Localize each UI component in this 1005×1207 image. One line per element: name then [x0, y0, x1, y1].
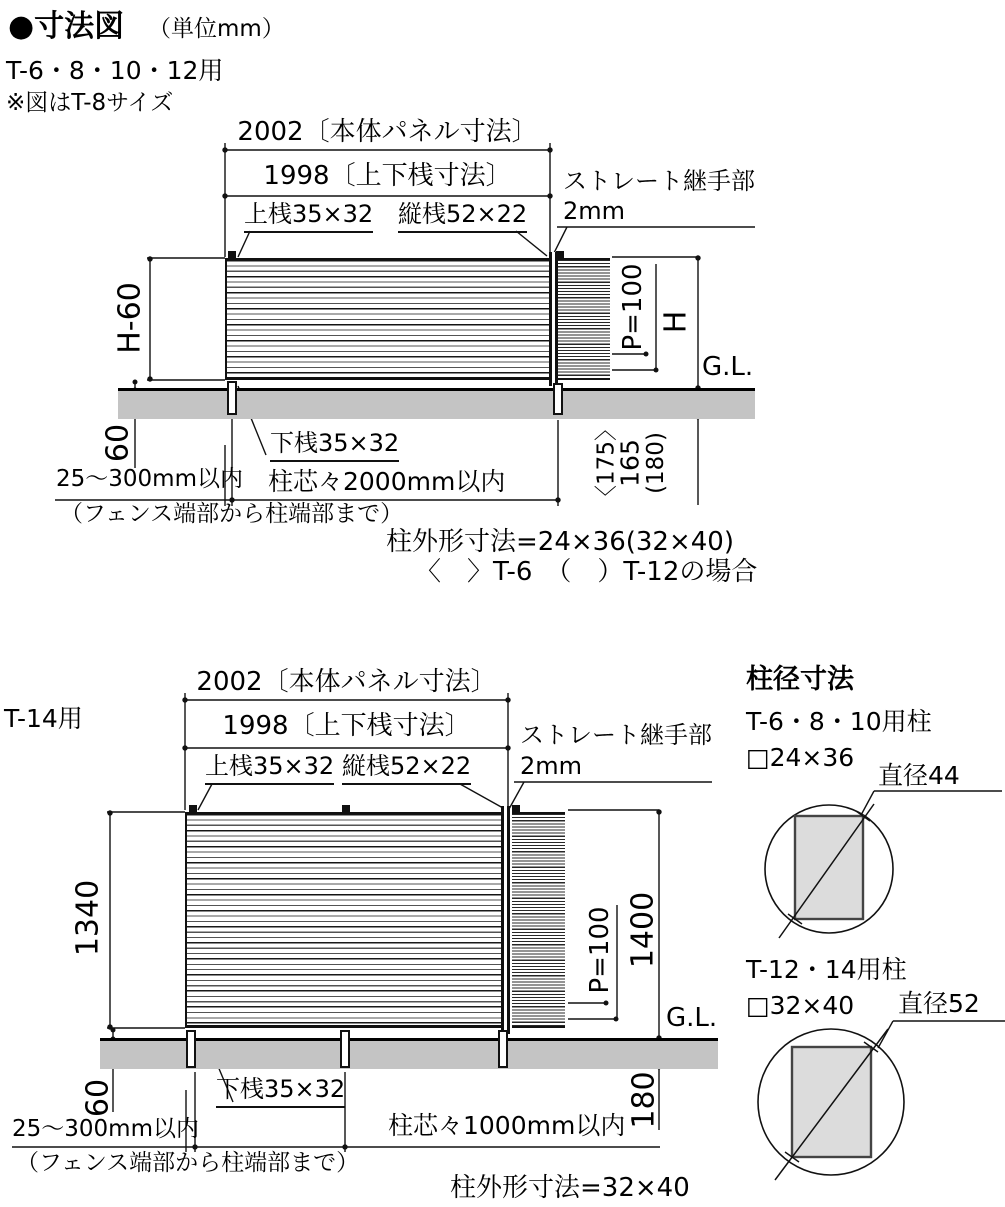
d1-embed-dim: 165	[615, 439, 645, 487]
d1-edge-note: （フェンス端部から柱端部まで）	[60, 501, 404, 527]
d2-post-size-note: 柱外形寸法=32×40	[450, 1173, 690, 1203]
fence-panel-2	[185, 812, 505, 1028]
d1-embed-t12-dim: (180)	[643, 432, 669, 494]
post-cap-2c	[512, 805, 520, 812]
d2-bottom-rail-label: 下桟35×32	[216, 1076, 345, 1108]
d1-panel-height-dim: H-60	[112, 282, 148, 354]
post-1a	[227, 381, 237, 415]
d2-post-pitch-dim: 柱芯々1000mm以内	[388, 1111, 626, 1140]
d2-pitch-dim: P=100	[585, 906, 615, 994]
d1-top-rail-label: 上桟35×32	[244, 201, 373, 233]
d2-embed-dim: 180	[626, 1071, 662, 1129]
post2-diameter: 直径52	[898, 989, 980, 1018]
d1-pitch-dim: P=100	[618, 263, 648, 351]
d2-top-rail-label: 上桟35×32	[205, 753, 334, 785]
d1-post-height-dim: H	[658, 310, 694, 334]
d1-post-size-case-note: 〈 〉T-6 （ ）T-12の場合	[415, 557, 758, 587]
post1-diameter: 直径44	[878, 761, 960, 790]
joint-bar-2	[501, 806, 510, 1034]
d1-vertical-rail-label: 縦桟52×22	[398, 201, 527, 233]
d1-bottom-gap-dim: 60	[100, 423, 136, 463]
d2-rail-width-dim: 1998〔上下桟寸法〕	[222, 711, 471, 741]
ground-band-1	[118, 388, 755, 419]
d2-panel-width-dim: 2002〔本体パネル寸法〕	[196, 667, 497, 697]
d1-post-pitch-dim: 柱芯々2000mm以内	[268, 467, 506, 496]
d1-joint-size: 2mm	[563, 197, 626, 225]
d2-edge-note: （フェンス端部から柱端部まで）	[16, 1150, 360, 1176]
d2-edge-dim: 25〜300mm以内	[12, 1116, 199, 1142]
d1-bottom-rail-label: 下桟35×32	[270, 430, 399, 462]
d2-joint-size: 2mm	[520, 752, 583, 780]
post-cap-2a	[189, 805, 197, 812]
post-cap-1a	[228, 251, 236, 258]
d2-ground-line-label: G.L.	[666, 1003, 718, 1033]
post2-size: □32×40	[746, 991, 855, 1020]
post-cap-2b	[342, 805, 350, 812]
d1-ground-line-label: G.L.	[702, 352, 754, 382]
adjacent-panel-2	[512, 812, 565, 1028]
post-diameter-diagram2	[758, 1021, 1005, 1180]
unit-note: （単位mm）	[148, 16, 285, 42]
post2-label: T-12・14用柱	[746, 955, 907, 984]
d1-rail-width-dim: 1998〔上下桟寸法〕	[263, 161, 512, 191]
d2-bottom-gap-dim: 60	[80, 1078, 116, 1118]
post1-label: T-6・8・10用柱	[746, 707, 932, 736]
fence-panel-1	[225, 258, 552, 380]
d1-embed-t6-dim: 〈175〉	[593, 418, 620, 508]
post-section-heading: 柱径寸法	[746, 664, 854, 695]
d1-edge-dim: 25〜300mm以内	[56, 466, 243, 492]
d2-panel-height-dim: 1340	[70, 879, 106, 957]
post-1b	[553, 383, 563, 415]
page-title: ●寸法図	[8, 9, 125, 44]
d1-joint-label: ストレート継手部	[563, 167, 755, 195]
joint-bar-1	[549, 252, 558, 386]
post1-size: □24×36	[746, 743, 855, 772]
d1-post-size-note: 柱外形寸法=24×36(32×40)	[386, 527, 734, 557]
d2-post-height-dim: 1400	[625, 891, 661, 969]
post-2b	[340, 1030, 350, 1068]
post-2a	[186, 1030, 196, 1068]
d2-joint-label: ストレート継手部	[520, 721, 712, 749]
d1-model-label: T-6・8・10・12用	[6, 56, 224, 85]
post-2c	[498, 1030, 508, 1068]
post-cap-1b	[556, 251, 564, 258]
post-diameter-diagram1	[765, 791, 1002, 938]
d1-size-note: ※図はT-8サイズ	[6, 90, 174, 116]
d1-panel-width-dim: 2002〔本体パネル寸法〕	[237, 117, 538, 147]
d2-vertical-rail-label: 縦桟52×22	[342, 753, 471, 785]
adjacent-panel-1	[558, 258, 610, 380]
d2-model-label: T-14用	[4, 704, 83, 733]
